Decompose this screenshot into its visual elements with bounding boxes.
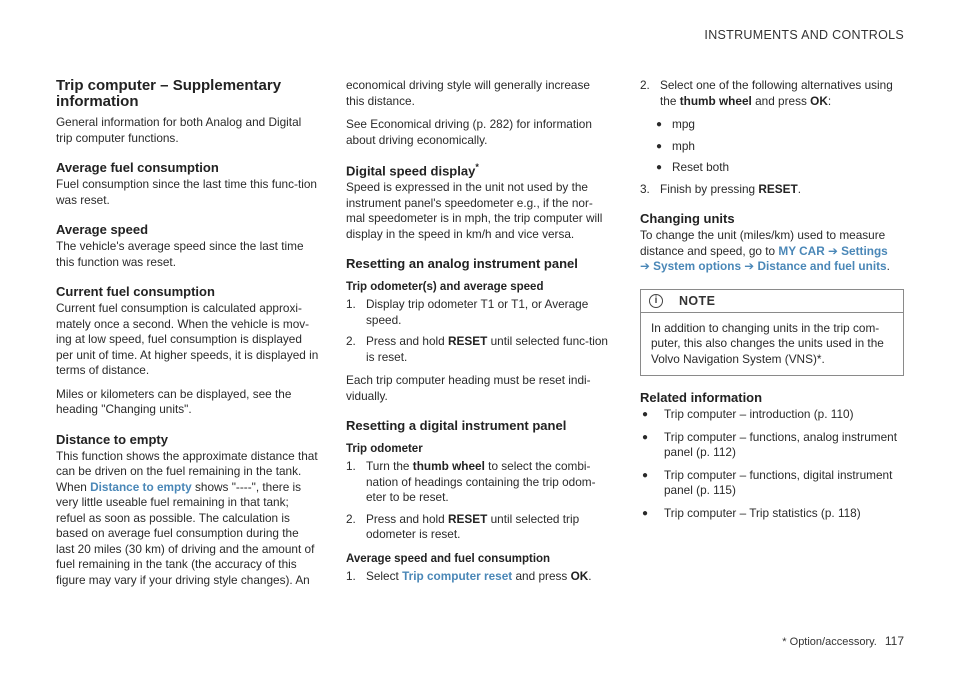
step-text (366, 512, 610, 543)
step-number: 2. (640, 78, 650, 92)
step-mid: and press (512, 568, 571, 583)
step-number: 3. (640, 181, 650, 196)
note-label: NOTE (679, 293, 716, 308)
list-item (640, 78, 904, 109)
list-item (346, 569, 610, 585)
heading-average-fuel: Average fuel consumption (56, 160, 219, 175)
page-title: Trip computer – Supplementary information (56, 77, 282, 110)
analog-reset-steps (346, 297, 610, 365)
arrow-right-icon: ➔ (640, 259, 650, 273)
running-header: INSTRUMENTS AND CONTROLS (704, 28, 904, 42)
list-item (346, 512, 610, 543)
select-steps (640, 78, 904, 109)
heading-average-speed: Average speed (56, 222, 149, 237)
related-link[interactable]: Trip computer – introduction (p. 110) (664, 407, 854, 421)
bullet-icon: ● (656, 119, 663, 130)
average-reset-steps (346, 569, 610, 585)
step-text (660, 78, 904, 109)
menu-path-settings: Settings (841, 243, 888, 258)
step-pre: Press and hold (366, 511, 448, 526)
step-post: to select the combi-nation of headings containing the trip odom-eter to be reset. (366, 459, 596, 505)
dte-text-b: shows "----", there is very little useable fuel remaining in that tank; refuel as soon as possible. The calculation is based on average fuel consumption during the last 20 miles (30 km) of driving and the amount of fuel remaining in the tank (the accuracy of this figure may vary if your driving style changes). An (56, 479, 315, 587)
unit-options (656, 117, 904, 176)
heading-reset-digital: Resetting a digital instrument panel (346, 418, 567, 434)
menu-path-my-car: MY CAR (778, 243, 825, 258)
bullet-icon: ● (642, 431, 649, 443)
average-fuel-text: Fuel consumption since the last time this func-tion was reset. (56, 177, 317, 207)
changing-units-text (640, 228, 904, 275)
continued-text: economical driving style will generally increase this distance. (346, 78, 590, 108)
bullet-icon: ● (642, 409, 649, 420)
trip-computer-reset-label: Trip computer reset (402, 568, 513, 583)
bullet-icon: ● (656, 140, 663, 152)
list-item (346, 297, 610, 328)
list-item (656, 160, 904, 176)
note-header (641, 290, 903, 313)
step-post: until selected func-tion is reset. (366, 334, 608, 364)
digital-speed-heading-text: Digital speed display (346, 163, 476, 179)
key-ok: OK (570, 568, 589, 583)
info-icon: i (649, 294, 663, 308)
menu-path-distance-fuel-units: Distance and fuel units (757, 259, 887, 273)
page-number: 117 (884, 634, 904, 648)
step-number: 2. (346, 334, 356, 349)
bullet-icon: ● (642, 507, 649, 519)
key-thumb-wheel: thumb wheel (679, 93, 752, 108)
column-left (56, 78, 320, 596)
key-thumb-wheel: thumb wheel (412, 459, 485, 474)
units-text: To change the unit (miles/km) used to measure distance and speed, go to (640, 228, 886, 258)
related-link[interactable]: Trip computer – functions, analog instrument panel (p. 112) (664, 429, 897, 459)
step-pre: Select one of the following alternatives using the (660, 78, 893, 108)
step-text (366, 334, 610, 365)
list-item (640, 430, 904, 461)
step-mid: and press (751, 93, 811, 108)
units-end: . (886, 259, 890, 273)
average-speed-text: The vehicle's average speed since the last time this function was reset. (56, 239, 304, 269)
page-footer (782, 634, 904, 648)
distance-to-empty-text (56, 449, 320, 589)
finish-steps (640, 182, 904, 198)
heading-current-fuel: Current fuel consumption (56, 284, 215, 299)
current-fuel-text-1: Current fuel consumption is calculated approxi-mately once a second. When the vehicle is mov-ing at low speed, fuel consumption is displayed per unit of time. At higher speeds, it is displayed in terms of distance. (56, 301, 319, 377)
option-text: mph (672, 138, 695, 153)
subheading-trip-odometers: Trip odometer(s) and average speed (346, 281, 544, 294)
current-fuel-text-2: Miles or kilometers can be displayed, see the heading "Changing units". (56, 386, 292, 416)
digital-reset-steps (346, 459, 610, 543)
step-number: 1. (346, 297, 356, 312)
heading-reset-analog: Resetting an analog instrument panel (346, 256, 578, 272)
column-middle (346, 78, 610, 592)
step-post: . (588, 568, 592, 583)
digital-speed-text: Speed is expressed in the unit not used by the instrument panel's speedometer e.g., if the nor-mal speedometer is in mph, the trip computer will display in the speed in km/h and vice versa. (346, 180, 603, 241)
step-pre: Select (366, 568, 403, 583)
column-right (640, 78, 904, 528)
menu-path-system-options: System options (653, 259, 742, 273)
arrow-right-icon: ➔ (744, 259, 755, 273)
step-text (660, 182, 801, 198)
option-asterisk: * (475, 162, 479, 172)
option-text: Reset both (672, 160, 730, 174)
step-pre: Press and hold (366, 334, 448, 349)
step-text: Display trip odometer T1 or T1, or Average speed. (366, 297, 589, 327)
heading-distance-to-empty: Distance to empty (56, 431, 168, 447)
list-item (640, 182, 904, 198)
option-footnote: * Option/accessory. (782, 636, 877, 648)
list-item (346, 334, 610, 365)
key-ok: OK (810, 93, 828, 108)
key-reset: RESET (447, 511, 488, 526)
related-link[interactable]: Trip computer – functions, digital instrument panel (p. 115) (664, 467, 893, 497)
dte-highlight: Distance to empty (90, 479, 192, 494)
note-box (640, 289, 904, 377)
economical-driving-ref: See Economical driving (p. 282) for information about driving economically. (346, 117, 592, 147)
list-item (640, 506, 904, 522)
key-reset: RESET (447, 334, 488, 349)
arrow-right-icon: ➔ (828, 243, 838, 258)
step-post: : (827, 93, 832, 108)
step-number: 1. (346, 568, 356, 583)
bullet-icon: ● (656, 162, 663, 173)
intro-text: General information for both Analog and Digital trip computer functions. (56, 115, 302, 145)
step-text (366, 569, 592, 585)
step-post: until selected trip odometer is reset. (366, 511, 580, 542)
bullet-icon: ● (642, 469, 649, 481)
step-pre: Turn the (366, 459, 413, 474)
list-item (640, 468, 904, 499)
dte-text-a: This function shows the approximate distance that can be driven on the fuel remaining in the tank. When (56, 448, 318, 494)
key-reset: RESET (758, 181, 798, 196)
list-item (656, 139, 904, 155)
related-list (640, 407, 904, 521)
step-number: 1. (346, 459, 356, 474)
option-text: mpg (672, 117, 695, 131)
subheading-trip-odometer: Trip odometer (346, 443, 423, 456)
step-post: . (797, 181, 801, 196)
related-link[interactable]: Trip computer – Trip statistics (p. 118) (664, 505, 861, 520)
heading-digital-speed (346, 162, 610, 178)
step-number: 2. (346, 511, 356, 526)
reset-individually-text: Each trip computer heading must be reset indi-vidually. (346, 373, 591, 403)
step-pre: Finish by pressing (660, 181, 759, 196)
note-text: In addition to changing units in the trip com-puter, this also changes the units used in the Volvo Navigation System (VNS)*. (651, 320, 884, 366)
list-item (346, 459, 610, 506)
subheading-average-speed-fuel: Average speed and fuel consumption (346, 552, 551, 565)
step-text (366, 459, 610, 506)
list-item (656, 117, 904, 133)
heading-changing-units: Changing units (640, 211, 735, 226)
list-item (640, 407, 904, 423)
heading-related-information: Related information (640, 390, 763, 405)
